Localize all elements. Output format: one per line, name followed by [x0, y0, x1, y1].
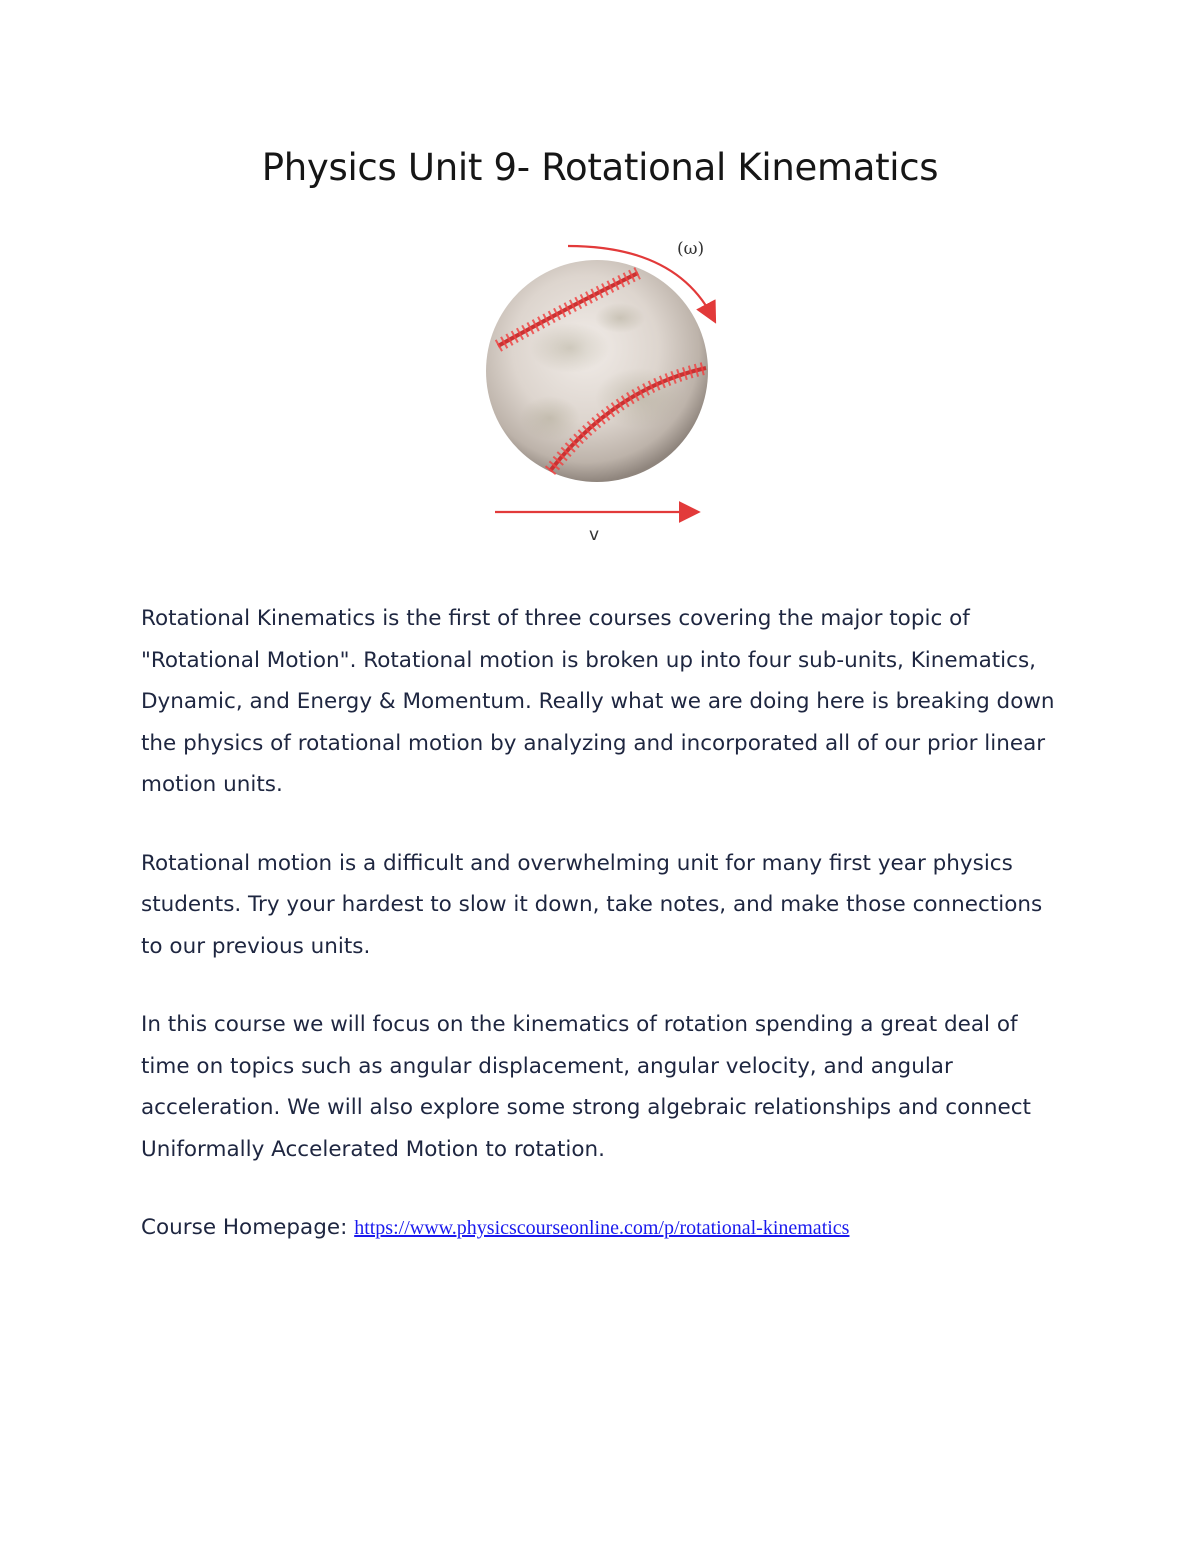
paragraph-difficulty: Rotational motion is a difficult and overwhelming unit for many first year physics students. Try your hardest to slow it down, take notes, and make those connections to our previous units.	[141, 850, 1043, 959]
velocity-label: v	[589, 525, 600, 545]
homepage-label: Course Homepage:	[141, 1215, 348, 1240]
body-text	[141, 598, 1061, 1287]
baseball-rotation-figure	[470, 228, 740, 558]
omega-label: (ω)	[677, 239, 705, 259]
course-homepage	[141, 1207, 1061, 1250]
homepage-link[interactable]: https://www.physicscourseonline.com/p/rotational-kinematics	[354, 1217, 850, 1239]
paragraph-intro: Rotational Kinematics is the first of three courses covering the major topic of "Rotational Motion". Rotational motion is broken up into four sub-units, Kinematics, Dynamic, and Energy & Momentum. Really what we are doing here is breaking down the physics of rotational motion by analyzing and incorporated all of our prior linear motion units.	[141, 606, 1055, 797]
baseball-diagram	[470, 228, 740, 558]
page-title: Physics Unit 9- Rotational Kinematics	[261, 146, 939, 189]
paragraph-focus: In this course we will focus on the kinematics of rotation spending a great deal of time on topics such as angular displacement, angular velocity, and angular acceleration. We will also explore some strong algebraic relationships and connect Uniformally Accelerated Motion to rotation.	[141, 1012, 1031, 1162]
